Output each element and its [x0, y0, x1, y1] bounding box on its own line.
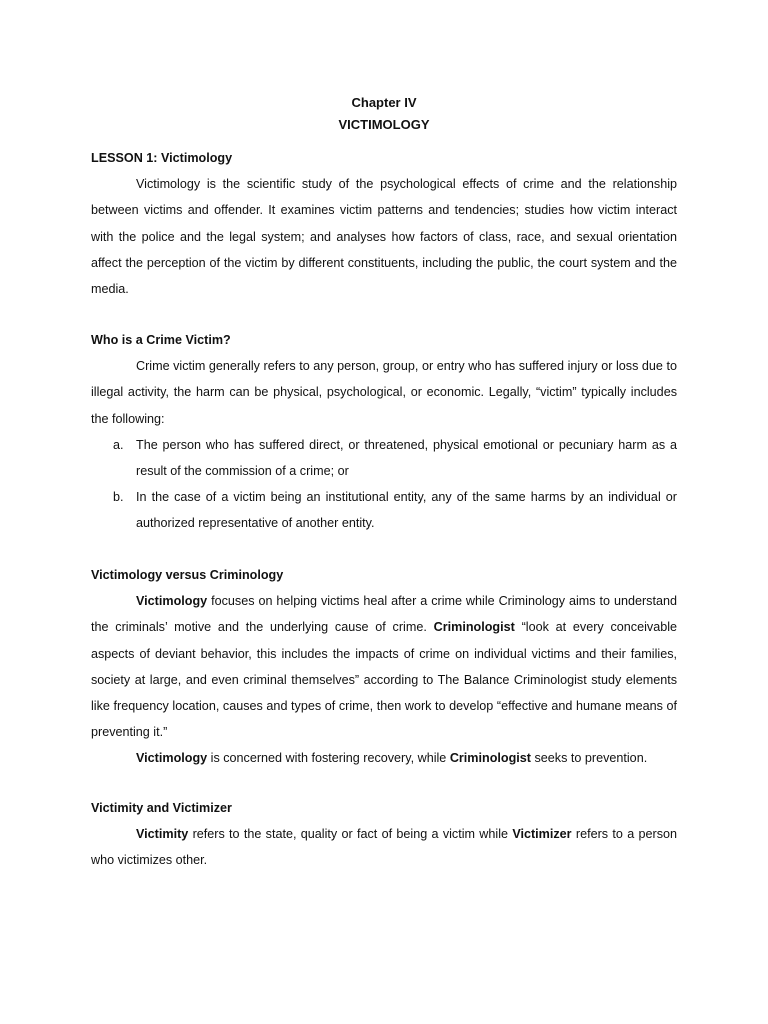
versus-text-3: is concerned with fostering recovery, while: [207, 751, 450, 766]
crime-victim-paragraph: Crime victim generally refers to any person, group, or entry who has suffered injury or loss due to illegal activity, the harm can be physical, psychological, or economic. Legally, “victim” typically includes the following:: [91, 359, 677, 426]
victimity-heading: Victimity and Victimizer: [91, 801, 232, 815]
versus-heading: Victimology versus Criminology: [91, 568, 284, 582]
list-item-text: In the case of a victim being an institutional entity, any of the same harms by an individual or authorized representative of another entity.: [136, 490, 677, 531]
term-victimity: Victimity: [136, 827, 189, 842]
term-victimology: Victimology: [136, 751, 208, 766]
list-marker: a.: [113, 437, 124, 452]
versus-text-2: “look at every conceivable aspects of deviant behavior, this includes the impacts of crime on individual victims and their families, society at large, and even criminal themselves” according to The Balance Criminologist study elements like frequency location, causes and types of crime, then work to develop “effective and humane means of preventing it.”: [91, 620, 678, 740]
chapter-header: [0, 92, 768, 136]
victimity-text-2: refers to a person who victimizes other.: [91, 827, 678, 868]
term-victimizer: Victimizer: [512, 827, 572, 842]
chapter-title: VICTIMOLOGY: [338, 117, 430, 132]
lesson-paragraph: Victimology is the scientific study of the psychological effects of crime and the relationship between victims and offender. It examines victim patterns and tendencies; studies how victim interact with the police and the legal system; and analyses how factors of class, race, and sexual orientation affect the perception of the victim by different constituents, including the public, the court system and the media.: [91, 177, 677, 297]
versus-paragraph-1: [91, 588, 677, 745]
versus-paragraph-2: [91, 745, 677, 771]
list-item: [91, 432, 677, 484]
victimity-text-1: refers to the state, quality or fact of being a victim while: [188, 827, 513, 842]
victim-definition-list: [91, 432, 677, 537]
term-victimology: Victimology: [136, 594, 208, 609]
list-item-text: The person who has suffered direct, or threatened, physical emotional or pecuniary harm as a result of the commission of a crime; or: [136, 437, 677, 479]
versus-section: [91, 562, 677, 772]
lesson-heading: LESSON 1: Victimology: [91, 151, 233, 165]
versus-text-1: focuses on helping victims heal after a crime while Criminology aims to understand the criminals’ motive and the underlying cause of crime.: [91, 594, 677, 635]
list-item: [91, 484, 677, 536]
versus-text-4: seeks to prevention.: [530, 751, 648, 766]
victimity-section: [91, 795, 677, 874]
term-criminologist: Criminologist: [433, 620, 515, 635]
list-marker: b.: [113, 490, 124, 505]
victimity-paragraph: [91, 821, 677, 873]
crime-victim-section: [91, 327, 677, 537]
term-criminologist: Criminologist: [449, 751, 531, 766]
crime-victim-heading: Who is a Crime Victim?: [91, 333, 231, 347]
lesson-section: [91, 145, 677, 302]
chapter-number: Chapter IV: [351, 95, 417, 110]
